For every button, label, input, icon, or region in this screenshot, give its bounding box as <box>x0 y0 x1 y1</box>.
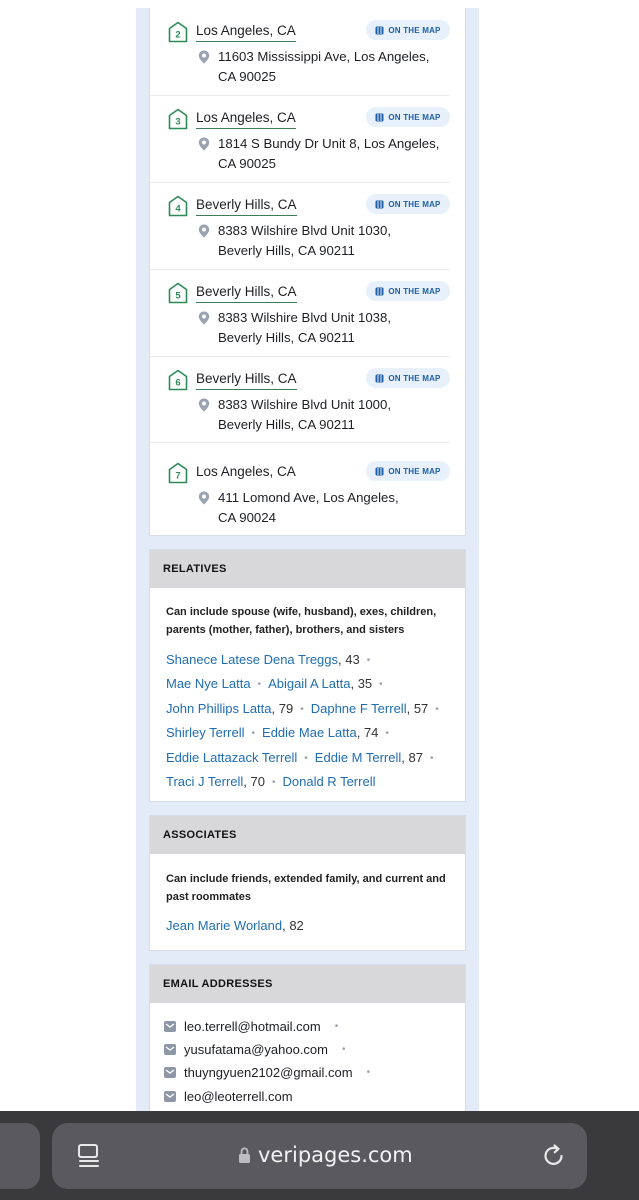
location-pin-icon <box>198 491 210 505</box>
relative-link[interactable]: Abigail A Latta <box>268 676 351 692</box>
relative-link[interactable]: Eddie Lattazack Terrell <box>166 749 298 765</box>
house-number-icon <box>168 282 188 304</box>
relative-link[interactable]: Eddie Mae Latta <box>262 725 357 741</box>
svg-text:4: 4 <box>175 203 181 215</box>
relatives-line <box>166 697 458 721</box>
on-the-map-label: ON THE MAP <box>388 112 441 122</box>
street-line-2: CA 90025 <box>218 69 276 84</box>
street-line-2: Beverly Hills, CA 90211 <box>218 330 355 345</box>
house-number-icon <box>168 195 188 217</box>
relative-link[interactable]: Traci J Terrell <box>166 774 244 790</box>
map-icon <box>375 113 384 122</box>
lock-icon <box>238 1147 251 1164</box>
email-row <box>164 1016 345 1036</box>
email-address[interactable]: yusufatama@yahoo.com <box>184 1041 328 1057</box>
address-row <box>150 443 450 533</box>
relative-age: , 43 <box>338 652 360 667</box>
address-bar[interactable] <box>52 1123 587 1189</box>
separator-dot: • <box>429 752 434 764</box>
location-pin-icon <box>198 137 210 151</box>
on-the-map-button[interactable] <box>366 107 450 127</box>
street-address <box>218 488 450 528</box>
address-city-link[interactable]: Beverly Hills, CA <box>196 283 297 303</box>
email-addresses-card <box>149 964 466 1114</box>
street-line-1: 8383 Wilshire Blvd Unit 1000, <box>218 397 391 412</box>
street-line-1: 11603 Mississippi Ave, Los Angeles, <box>218 49 430 64</box>
on-the-map-label: ON THE MAP <box>388 25 441 35</box>
associates-card <box>149 815 466 951</box>
separator-dot: • <box>334 1020 339 1032</box>
address-row <box>150 357 450 443</box>
relative-link[interactable]: Daphne F Terrell <box>310 700 407 716</box>
on-the-map-label: ON THE MAP <box>388 286 441 296</box>
relatives-line <box>166 672 458 696</box>
associate-age: , 82 <box>282 918 304 933</box>
address-row <box>150 96 450 183</box>
separator-dot: • <box>342 1043 346 1055</box>
email-row <box>164 1086 293 1106</box>
associates-description: Can include friends, extended family, and current and past roommates <box>166 873 446 903</box>
address-history-card <box>149 8 466 536</box>
map-icon <box>375 200 384 209</box>
house-number-icon <box>168 21 188 43</box>
street-address <box>218 221 450 261</box>
relative-age: , 79 <box>271 700 294 716</box>
address-row <box>150 8 450 96</box>
separator-dot: • <box>385 728 389 740</box>
on-the-map-button[interactable] <box>366 368 450 388</box>
svg-text:2: 2 <box>175 29 181 41</box>
relative-age: , 35 <box>350 676 373 692</box>
location-pin-icon <box>198 224 210 238</box>
address-city-link[interactable]: Beverly Hills, CA <box>196 196 297 216</box>
email-address[interactable]: thuyngyuen2102@gmail.com <box>184 1064 353 1080</box>
svg-text:5: 5 <box>175 290 181 302</box>
relatives-line <box>166 770 458 794</box>
section-header: RELATIVES <box>150 550 465 588</box>
associate-link[interactable]: Jean Marie Worland <box>166 918 283 933</box>
address-city-link[interactable]: Beverly Hills, CA <box>196 370 297 390</box>
reader-mode-icon[interactable] <box>76 1143 102 1169</box>
svg-text:6: 6 <box>175 377 181 389</box>
previous-tab-pill[interactable] <box>0 1123 40 1189</box>
on-the-map-label: ON THE MAP <box>388 199 441 209</box>
relative-age: , 70 <box>243 774 265 790</box>
svg-text:7: 7 <box>175 470 181 482</box>
relative-age: , 87 <box>401 749 423 765</box>
separator-dot: • <box>251 728 256 740</box>
relative-link[interactable]: Mae Nye Latta <box>166 676 251 692</box>
relatives-line <box>166 648 458 672</box>
separator-dot: • <box>379 679 383 691</box>
on-the-map-button[interactable] <box>366 20 450 40</box>
separator-dot: • <box>435 703 439 715</box>
envelope-icon <box>164 1021 176 1032</box>
relatives-line <box>166 746 458 770</box>
location-pin-icon <box>198 398 210 412</box>
street-line-1: 411 Lomond Ave, Los Angeles, <box>218 490 399 505</box>
on-the-map-button[interactable] <box>366 461 450 481</box>
associates-list <box>166 914 458 937</box>
relative-link[interactable]: Shirley Terrell <box>166 725 245 741</box>
reload-icon[interactable] <box>541 1143 567 1169</box>
street-address <box>218 308 450 348</box>
map-icon <box>375 26 384 35</box>
street-address <box>218 47 450 87</box>
address-city-link[interactable]: Los Angeles, CA <box>196 22 296 42</box>
separator-dot: • <box>300 703 304 715</box>
street-line-2: CA 90025 <box>218 156 276 171</box>
map-icon <box>375 287 384 296</box>
relative-link[interactable]: Eddie M Terrell <box>314 749 402 765</box>
separator-dot: • <box>304 752 308 764</box>
section-header: EMAIL ADDRESSES <box>150 965 465 1003</box>
street-line-1: 1814 S Bundy Dr Unit 8, Los Angeles, <box>218 136 440 151</box>
house-number-icon <box>168 108 188 130</box>
house-number-icon <box>168 369 188 391</box>
relative-link[interactable]: John Phillips Latta <box>166 700 272 716</box>
street-line-1: 8383 Wilshire Blvd Unit 1030, <box>218 223 391 238</box>
separator-dot: • <box>366 655 371 666</box>
on-the-map-button[interactable] <box>366 281 450 301</box>
on-the-map-label: ON THE MAP <box>388 466 441 476</box>
address-city-link[interactable]: Los Angeles, CA <box>196 464 296 479</box>
relatives-card <box>149 549 466 802</box>
on-the-map-button[interactable] <box>366 194 450 214</box>
url-text: veripages.com <box>258 1143 413 1167</box>
address-row <box>150 183 450 270</box>
browser-toolbar <box>0 1111 639 1200</box>
relative-link[interactable]: Donald R Terrell <box>282 774 376 790</box>
relative-age: , 74 <box>356 725 379 741</box>
street-line-2: Beverly Hills, CA 90211 <box>218 417 355 432</box>
separator-dot: • <box>366 1066 371 1078</box>
address-city-link[interactable]: Los Angeles, CA <box>196 109 296 129</box>
on-the-map-label: ON THE MAP <box>388 373 441 383</box>
separator-dot: • <box>257 679 262 691</box>
email-address[interactable]: leo.terrell@hotmail.com <box>184 1018 321 1034</box>
street-line-1: 8383 Wilshire Blvd Unit 1038, <box>218 310 391 325</box>
section-header: ASSOCIATES <box>150 816 465 854</box>
map-icon <box>375 467 384 476</box>
map-icon <box>375 374 384 383</box>
envelope-icon <box>164 1091 176 1102</box>
street-line-2: CA 90024 <box>218 510 276 525</box>
relative-age: , 57 <box>406 700 429 716</box>
street-address <box>218 395 450 435</box>
envelope-icon <box>164 1044 176 1055</box>
email-row <box>164 1062 377 1082</box>
relatives-list <box>166 648 458 794</box>
envelope-icon <box>164 1067 176 1078</box>
relatives-description: Can include spouse (wife, husband), exes, children, parents (mother, father), brothers, and sisters <box>166 606 437 636</box>
street-line-2: Beverly Hills, CA 90211 <box>218 243 355 258</box>
relative-link[interactable]: Shanece Latese Dena Treggs <box>166 652 339 667</box>
relatives-line <box>166 721 458 745</box>
location-pin-icon <box>198 311 210 325</box>
email-row <box>164 1039 353 1059</box>
street-address <box>218 134 450 174</box>
house-number-icon <box>168 462 188 484</box>
location-pin-icon <box>198 50 210 64</box>
svg-text:3: 3 <box>175 116 181 128</box>
address-row <box>150 270 450 357</box>
email-address[interactable]: leo@leoterrell.com <box>184 1088 293 1104</box>
separator-dot: • <box>271 777 276 789</box>
